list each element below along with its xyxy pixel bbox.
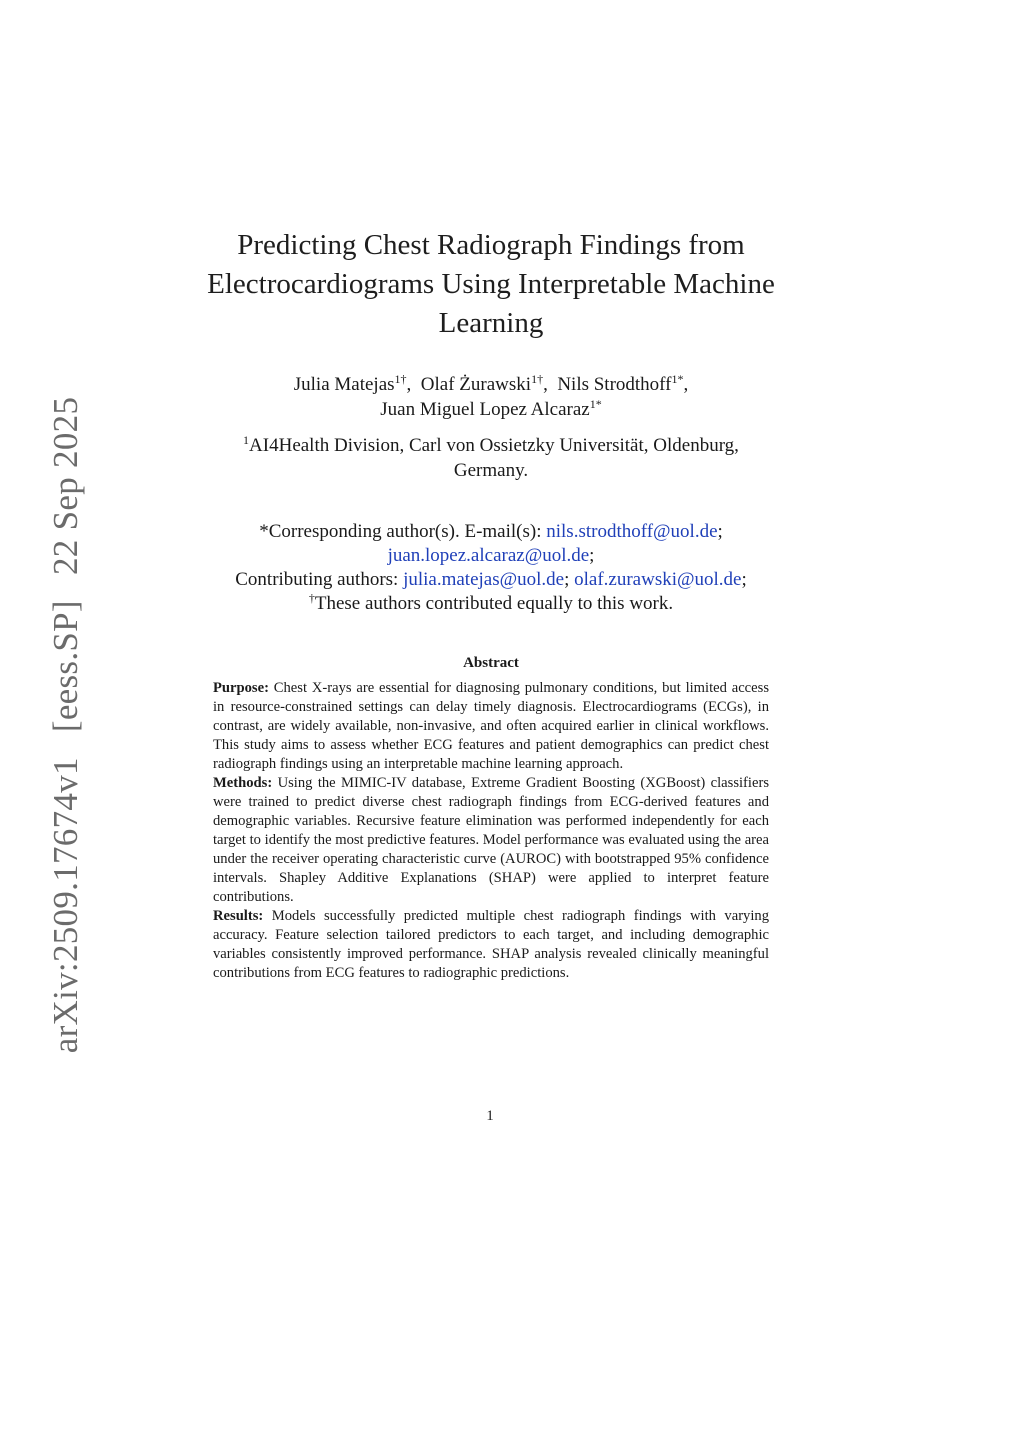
section-text: Chest X-rays are essential for diagnosing pulmonary conditions, but limited access in resource-constrained settings can delay timely diagnosis. Electrocardiograms (ECGs), in contrast, are widely available, non-invasive, and often acquired earlier in clinical workflows. This study aims to assess whether ECG features and patient demographics can predict chest radiograph findings using an interpretable machine learning approach. <box>213 680 769 772</box>
author-list <box>191 372 791 422</box>
author-mark: 1† <box>531 372 544 386</box>
affiliation-mark: 1 <box>243 433 250 447</box>
section-label: Results: <box>213 908 264 924</box>
author-line-2 <box>191 397 791 422</box>
dagger-mark: † <box>308 591 315 605</box>
abstract-heading: Abstract <box>463 655 519 671</box>
abstract-results <box>213 907 769 983</box>
abstract-body <box>213 679 769 983</box>
abstract-purpose <box>213 679 769 774</box>
author-name: Olaf Żurawski <box>420 374 532 395</box>
arxiv-category: [eess.SP] <box>46 600 85 733</box>
arxiv-date: 22 Sep 2025 <box>46 396 85 576</box>
corresponding-line-2: juan.lopez.alcaraz@uol.de; <box>387 545 595 566</box>
section-text: Models successfully predicted multiple chest radiograph findings with varying accuracy. Feature selection tailored predictors to each target, and including demographic variables consistently improved performance. SHAP analysis revealed clinically meaningful contributions from ECG features to radiographic predictions. <box>213 908 769 981</box>
page-number: 1 <box>486 1108 494 1124</box>
abstract-methods <box>213 774 769 907</box>
author-name: Nils Strodthoff <box>557 374 672 395</box>
affiliation-line-1: $^1$AI4Health Division, Carl von Ossietzky Universität, Oldenburg, <box>243 433 739 456</box>
email-link-lopez-alcaraz[interactable]: juan.lopez.alcaraz@uol.de <box>387 545 590 566</box>
contributing-line: Contributing authors: julia.matejas@uol.de; olaf.zurawski@uol.de; <box>235 569 747 590</box>
author-line-1: Julia Matejas$^{1\dagger}$, Olaf Żurawski$^{1\dagger}$, Nils Strodthoff$^{1*}$, <box>293 372 689 395</box>
author-name: Juan Miguel Lopez Alcaraz <box>380 399 590 420</box>
author-mark: 1* <box>589 397 602 411</box>
title-line-2: Electrocardiograms Using Interpretable Machine <box>207 268 775 300</box>
author-mark: 1* <box>671 372 684 386</box>
correspondence-block <box>191 520 791 616</box>
email-link-strodthoff[interactable]: nils.strodthoff@uol.de <box>546 521 718 542</box>
email-link-zurawski[interactable]: olaf.zurawski@uol.de <box>574 569 742 590</box>
author-mark: 1† <box>394 372 407 386</box>
title-line-1: Predicting Chest Radiograph Findings from <box>237 229 745 261</box>
section-label: Purpose: <box>213 680 269 696</box>
email-link-matejas[interactable]: julia.matejas@uol.de <box>403 569 565 590</box>
arxiv-id: arXiv:2509.17674v1 <box>46 757 85 1054</box>
author-name: Julia Matejas <box>293 374 395 395</box>
affiliation-line-2: Germany. <box>453 460 529 481</box>
section-label: Methods: <box>213 775 273 791</box>
equal-contribution-note: †These authors contributed equally to this work. <box>308 591 674 614</box>
title-line-3: Learning <box>438 307 544 339</box>
arxiv-identifier-stamp <box>46 389 86 1062</box>
section-text: Using the MIMIC-IV database, Extreme Gradient Boosting (XGBoost) classifiers were trained to predict diverse chest radiograph findings from ECG-derived features and demographic variables. Recursive feature elimination was performed independently for each target to identify the most predictive features. Model performance was evaluated using the area under the receiver operating characteristic curve (AUROC) with bootstrapped 95% confidence intervals. Shapley Additive Explanations (SHAP) were applied to interpret feature contributions. <box>213 775 769 905</box>
affiliation <box>191 433 791 483</box>
corresponding-line: *Corresponding author(s). E-mail(s): nils.strodthoff@uol.de; <box>259 521 723 542</box>
paper-title <box>191 226 791 343</box>
